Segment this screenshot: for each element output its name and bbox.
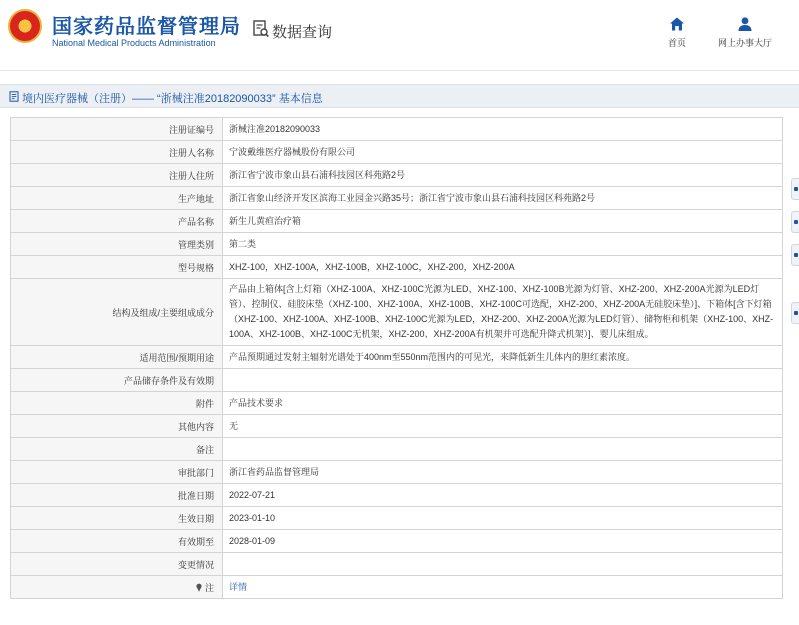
row-value: 浙械注准20182090033 (223, 118, 783, 141)
table-row (11, 210, 783, 233)
row-label: 型号规格 (11, 256, 223, 279)
row-label: 适用范围/预期用途 (11, 346, 223, 369)
row-label: 注册人名称 (11, 141, 223, 164)
breadcrumb-text: 境内医疗器械（注册）—— “浙械注准20182090033” 基本信息 (22, 93, 323, 105)
breadcrumb (0, 84, 799, 108)
side-tab-middle[interactable] (791, 211, 799, 233)
side-tab-bottom[interactable] (791, 302, 799, 324)
table-row (11, 461, 783, 484)
row-value: 2028-01-09 (223, 530, 783, 553)
table-row (11, 118, 783, 141)
note-row-label (11, 576, 223, 599)
row-value: 产品由上箱体[含上灯箱（XHZ-100A、XHZ-100C光源为LED、XHZ-100、XHZ-100B光源为灯管、XHZ-200、XHZ-200A光源为LED灯管）、控制仪、硅胶床垫（XHZ-100、XHZ-100A、XHZ-100B、XHZ-100C可选配，XHZ-200、XHZ-200A无硅胶床垫）]、下箱体[含下灯箱（XHZ-100、XHZ-100A、XHZ-100B、XHZ-100C光源为LED，XHZ-200、XHZ-200A光源为LED灯管）、储物柜和机架（XHZ-100、XHZ-100A、XHZ-100B、XHZ-100C无机架，XHZ-200、XHZ-200A有机架并可选配升降式机架）]、婴儿床组成。 (223, 279, 783, 346)
row-label: 批准日期 (11, 484, 223, 507)
row-label: 生产地址 (11, 187, 223, 210)
row-value: 2022-07-21 (223, 484, 783, 507)
table-row (11, 415, 783, 438)
table-row (11, 256, 783, 279)
side-tab-icon (794, 311, 798, 315)
detail-link[interactable]: 详情 (229, 581, 248, 592)
row-label: 注册证编号 (11, 118, 223, 141)
row-label: 产品储存条件及有效期 (11, 369, 223, 392)
row-value: XHZ-100，XHZ-100A，XHZ-100B，XHZ-100C，XHZ-200，XHZ-200A (223, 256, 783, 279)
site-header (0, 0, 799, 70)
row-label: 备注 (11, 438, 223, 461)
nav-home-link[interactable] (647, 16, 707, 49)
row-value (223, 438, 783, 461)
table-row (11, 369, 783, 392)
national-emblem-icon (8, 9, 42, 43)
table-row (11, 164, 783, 187)
row-label: 附件 (11, 392, 223, 415)
row-value: 产品技术要求 (223, 392, 783, 415)
side-tab-icon (794, 220, 798, 224)
row-label: 注册人住所 (11, 164, 223, 187)
row-label: 结构及组成/主要组成成分 (11, 279, 223, 346)
table-row (11, 392, 783, 415)
row-label: 产品名称 (11, 210, 223, 233)
row-label: 有效期至 (11, 530, 223, 553)
table-row (11, 346, 783, 369)
data-query-icon (253, 20, 269, 38)
row-label: 审批部门 (11, 461, 223, 484)
row-value: 第二类 (223, 233, 783, 256)
pin-icon (195, 583, 203, 592)
row-label: 管理类别 (11, 233, 223, 256)
row-label: 变更情况 (11, 553, 223, 576)
table-row (11, 233, 783, 256)
row-value: 无 (223, 415, 783, 438)
row-value: 产品预期通过发射主辐射光谱处于400nm至550nm范围内的可见光，来降低新生儿体内的胆红素浓度。 (223, 346, 783, 369)
row-label: 生效日期 (11, 507, 223, 530)
section-title: 数据查询 (272, 24, 333, 41)
table-row (11, 553, 783, 576)
row-value (223, 553, 783, 576)
row-value: 新生儿黄疸治疗箱 (223, 210, 783, 233)
table-row (11, 530, 783, 553)
row-value: 2023-01-10 (223, 507, 783, 530)
home-icon (669, 16, 685, 32)
registration-detail-table (10, 117, 783, 599)
row-value: 宁波戴维医疗器械股份有限公司 (223, 141, 783, 164)
nav-online-service-link[interactable] (712, 16, 778, 49)
header-divider (0, 70, 799, 71)
table-row (11, 279, 783, 346)
table-row (11, 507, 783, 530)
table-row (11, 484, 783, 507)
side-tab-lower[interactable] (791, 244, 799, 266)
user-icon (737, 16, 753, 32)
row-value: 浙江省宁波市象山县石浦科技园区科苑路2号 (223, 164, 783, 187)
nav-online-service-label: 网上办事大厅 (717, 38, 772, 48)
note-label: 注 (204, 582, 214, 593)
row-value (223, 576, 783, 599)
row-value: 浙江省象山经济开发区滨海工业园金兴路35号；浙江省宁波市象山县石浦科技园区科苑路2号 (223, 187, 783, 210)
table-row (11, 141, 783, 164)
side-tab-icon (794, 187, 798, 191)
row-label: 其他内容 (11, 415, 223, 438)
row-value: 浙江省药品监督管理局 (223, 461, 783, 484)
site-name-cn[interactable]: 国家药品监督管理局 (52, 16, 241, 38)
table-row (11, 187, 783, 210)
site-name-en: National Medical Products Administration (52, 38, 216, 48)
side-tab-icon (794, 253, 798, 257)
side-tab-top[interactable] (791, 178, 799, 200)
table-row (11, 576, 783, 599)
nav-home-label: 首页 (667, 38, 686, 48)
table-row (11, 438, 783, 461)
row-value (223, 369, 783, 392)
document-icon (9, 91, 20, 102)
